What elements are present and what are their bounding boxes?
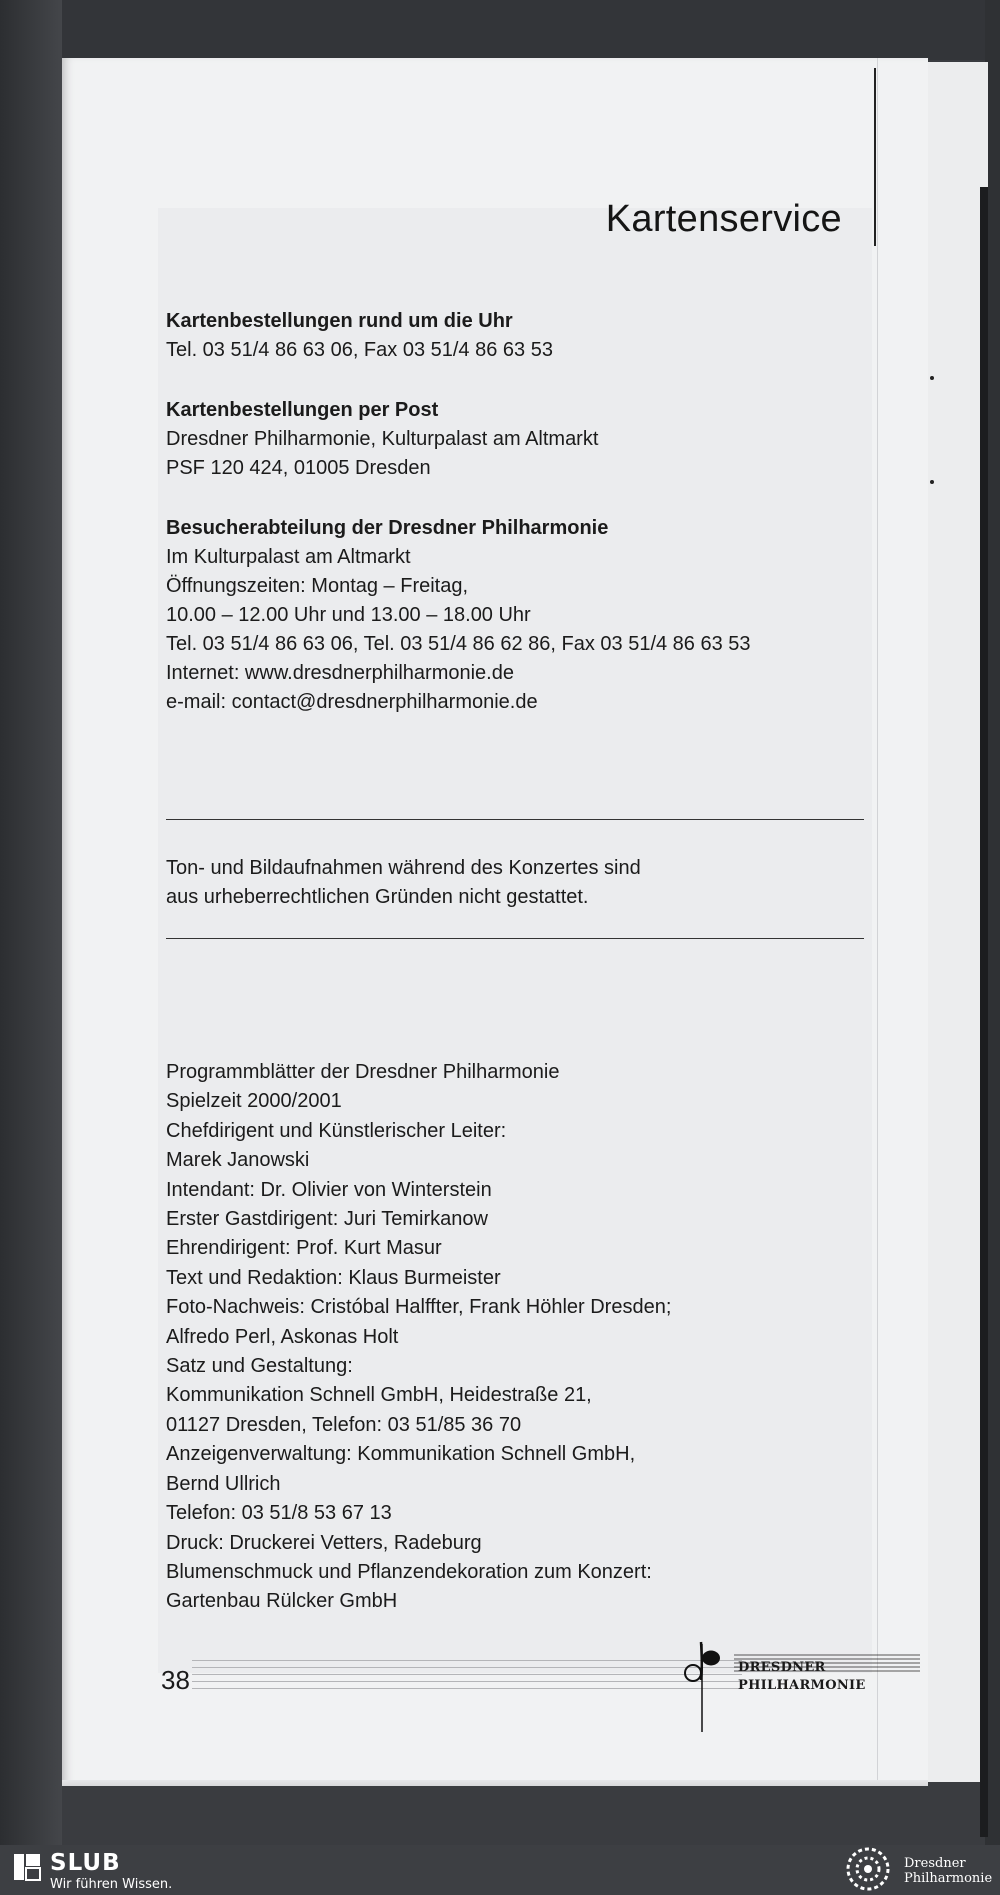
page-number: 38 (161, 1665, 190, 1695)
show-through-mark (930, 376, 934, 380)
credit-line: Gartenbau Rülcker GmbH (166, 1590, 398, 1613)
logo-line-1: DRESDNER (738, 1660, 826, 1675)
section-line: Tel. 03 51/4 86 63 06, Tel. 03 51/4 86 62 86, Fax 03 51/4 86 63 53 (166, 633, 751, 655)
credit-line: Ehrendirigent: Prof. Kurt Masur (166, 1237, 442, 1260)
credit-line: Telefon: 03 51/8 53 67 13 (166, 1502, 392, 1525)
credit-line: Marek Janowski (166, 1149, 310, 1172)
show-through-mark (930, 480, 934, 484)
section-line: Internet: www.dresdnerphilharmonie.de (166, 662, 514, 684)
program-credits (166, 1058, 671, 1617)
slub-name[interactable]: SLUB (50, 1850, 121, 1876)
section-ticket-orders-post (166, 396, 598, 483)
credit-line: Anzeigenverwaltung: Kommunikation Schnell GmbH, (166, 1443, 636, 1466)
section-line: 10.00 – 12.00 Uhr und 13.00 – 18.00 Uhr (166, 604, 531, 626)
credit-line: Foto-Nachweis: Cristóbal Halffter, Frank Höhler Dresden; (166, 1296, 672, 1319)
credit-line: Erster Gastdirigent: Juri Temirkanow (166, 1208, 488, 1231)
credit-line: Alfredo Perl, Askonas Holt (166, 1325, 399, 1348)
section-heading: Kartenbestellungen per Post (166, 399, 439, 421)
partner-name-line-1: Dresdner (904, 1856, 966, 1871)
credit-line: Text und Redaktion: Klaus Burmeister (166, 1266, 501, 1289)
slub-tagline: Wir führen Wissen. (50, 1877, 173, 1892)
credit-line: Bernd Ullrich (166, 1472, 281, 1495)
section-line: Öffnungszeiten: Montag – Freitag, (166, 575, 469, 597)
section-line: e-mail: contact@dresdnerphilharmonie.de (166, 691, 538, 713)
next-page-photo-strip (980, 187, 988, 1837)
slub-logo-icon[interactable] (12, 1852, 42, 1882)
page-crease (877, 58, 878, 1786)
notice-line: aus urheberrechtlichen Gründen nicht gestattet. (166, 886, 589, 908)
notice-line: Ton- und Bildaufnahmen während des Konzertes sind (166, 857, 641, 879)
staff-line (192, 1667, 742, 1668)
credit-line: Chefdirigent und Künstlerischer Leiter: (166, 1119, 507, 1142)
credit-line: Satz und Gestaltung: (166, 1355, 353, 1378)
staff-line (192, 1681, 742, 1682)
divider-rule (166, 938, 864, 939)
section-heading: Besucherabteilung der Dresdner Philharmonie (166, 517, 609, 539)
section-visitor-department (166, 514, 751, 717)
partner-name (904, 1856, 992, 1886)
section-line: Tel. 03 51/4 86 63 06, Fax 03 51/4 86 63 53 (166, 339, 553, 361)
logo-wordmark (738, 1659, 866, 1695)
recording-notice (166, 854, 641, 912)
section-line: PSF 120 424, 01005 Dresden (166, 457, 431, 479)
page-title: Kartenservice (605, 198, 842, 240)
staff-line (192, 1660, 742, 1661)
staff-line (192, 1674, 742, 1675)
section-line: Dresdner Philharmonie, Kulturpalast am Altmarkt (166, 428, 599, 450)
scanner-background-left (0, 0, 62, 1845)
credit-line: Programmblätter der Dresdner Philharmonie (166, 1061, 560, 1083)
dresdner-philharmonie-logo-icon[interactable] (840, 1846, 896, 1892)
next-page-edge (925, 62, 988, 1782)
credit-line: Blumenschmuck und Pflanzendekoration zum Konzert: (166, 1560, 652, 1583)
partner-name-line-2: Philharmonie (904, 1871, 993, 1886)
logo-line-2: PHILHARMONIE (738, 1678, 866, 1693)
divider-rule (166, 819, 864, 820)
program-page (62, 58, 928, 1786)
section-heading: Kartenbestellungen rund um die Uhr (166, 310, 513, 332)
credit-line: Intendant: Dr. Olivier von Winterstein (166, 1178, 492, 1201)
credit-line: Druck: Druckerei Vetters, Radeburg (166, 1531, 482, 1554)
title-vertical-rule (874, 68, 876, 246)
section-line: Im Kulturpalast am Altmarkt (166, 546, 411, 568)
staff-line (192, 1688, 742, 1689)
credit-line: Spielzeit 2000/2001 (166, 1090, 342, 1113)
section-ticket-orders-24h (166, 307, 553, 365)
scanner-background-top (0, 0, 1000, 60)
credit-line: Kommunikation Schnell GmbH, Heidestraße 21, (166, 1384, 592, 1407)
credit-line: 01127 Dresden, Telefon: 03 51/85 36 70 (166, 1413, 522, 1436)
